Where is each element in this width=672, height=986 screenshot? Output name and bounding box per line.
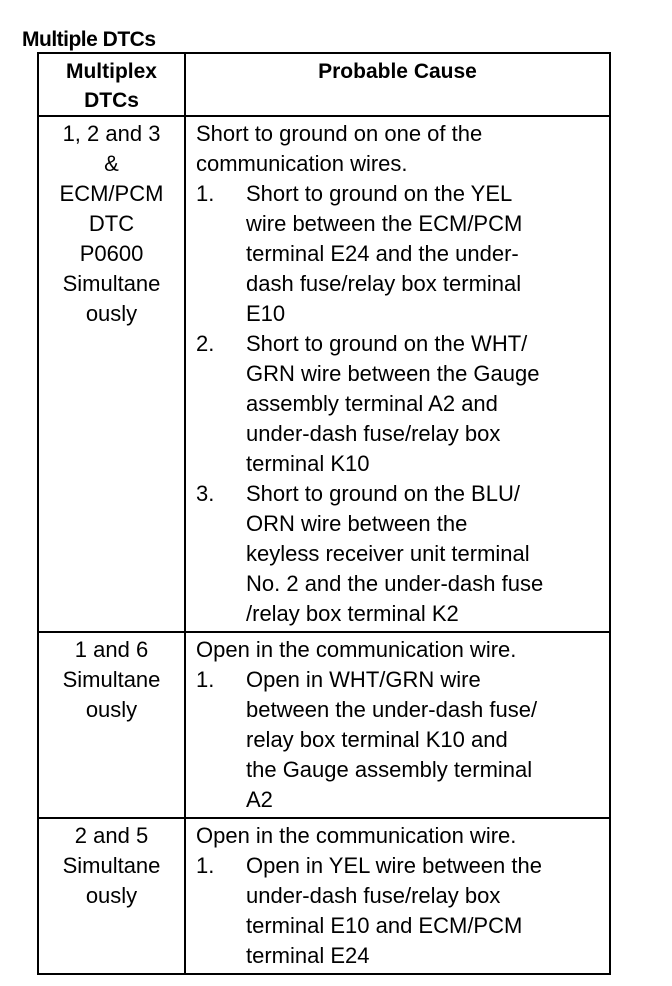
dtc-line: Simultane [62,271,161,296]
dtc-line: ously [85,697,138,722]
cause-intro-line: Open in the communication wire. [196,637,517,662]
dtc-line: P0600 [79,241,144,266]
dtc-line: 2 and 5 [74,823,149,848]
item-text [246,851,603,971]
header-probable-cause: Probable Cause [185,53,610,116]
item-line: terminal K10 [246,451,370,476]
dtc-cell [38,632,185,818]
item-line: Short to ground on the BLU/ [246,481,520,506]
item-line: Short to ground on the WHT/ [246,331,528,356]
header-multiplex-dtcs [38,53,185,116]
item-line: ORN wire between the [246,511,468,536]
dtc-line: 1, 2 and 3 [62,121,161,146]
dtc-line: Simultane [62,853,161,878]
dtc-line: & [104,151,119,176]
item-line: the Gauge assembly terminal [246,757,533,782]
cause-list-item [196,479,603,629]
dtc-line: ously [85,883,138,908]
item-text [246,329,603,479]
item-line: relay box terminal K10 and [246,727,508,752]
dtc-table [37,52,611,975]
page-title: Multiple DTCs [22,28,156,51]
item-line: Short to ground on the YEL [246,181,513,206]
item-line: /relay box terminal K2 [246,601,459,626]
item-line: under-dash fuse/relay box [246,883,501,908]
header-line: DTCs [84,89,139,112]
table-row [38,116,610,632]
item-line: E10 [246,301,286,326]
dtc-cell [38,818,185,974]
cause-intro-line: Short to ground on one of the [196,121,483,146]
table-row [38,818,610,974]
cause-list-item [196,665,603,815]
item-line: GRN wire between the Gauge [246,361,540,386]
item-line: terminal E10 and ECM/PCM [246,913,523,938]
item-number: 1. [196,667,215,692]
cause-list-item [196,851,603,971]
cause-cell [185,818,610,974]
item-line: between the under-dash fuse/ [246,697,538,722]
item-line: Open in YEL wire between the [246,853,542,878]
dtc-line: ously [85,301,138,326]
item-number: 3. [196,481,215,506]
cause-cell [185,632,610,818]
item-number: 2. [196,331,215,356]
item-line: under-dash fuse/relay box [246,421,501,446]
dtc-line: Simultane [62,667,161,692]
item-line: No. 2 and the under-dash fuse [246,571,544,596]
cause-cell [185,116,610,632]
cause-intro-line: Open in the communication wire. [196,823,517,848]
item-number: 1. [196,181,215,206]
cause-list-item [196,329,603,479]
cause-intro-line: communication wires. [196,151,408,176]
table-row [38,632,610,818]
item-line: dash fuse/relay box terminal [246,271,522,296]
item-line: A2 [246,787,273,812]
item-text [246,179,603,329]
dtc-line: 1 and 6 [74,637,149,662]
item-line: terminal E24 [246,943,370,968]
item-text [246,479,603,629]
table-header-row [38,53,610,116]
item-text [246,665,603,815]
header-line: Multiplex [65,60,157,83]
item-line: assembly terminal A2 and [246,391,498,416]
item-line: Open in WHT/GRN wire [246,667,481,692]
item-line: keyless receiver unit terminal [246,541,530,566]
item-number: 1. [196,853,215,878]
item-line: wire between the ECM/PCM [246,211,523,236]
dtc-line: DTC [88,211,135,236]
cause-list-item [196,179,603,329]
item-line: terminal E24 and the under- [246,241,519,266]
dtc-cell [38,116,185,632]
dtc-line: ECM/PCM [59,181,164,206]
